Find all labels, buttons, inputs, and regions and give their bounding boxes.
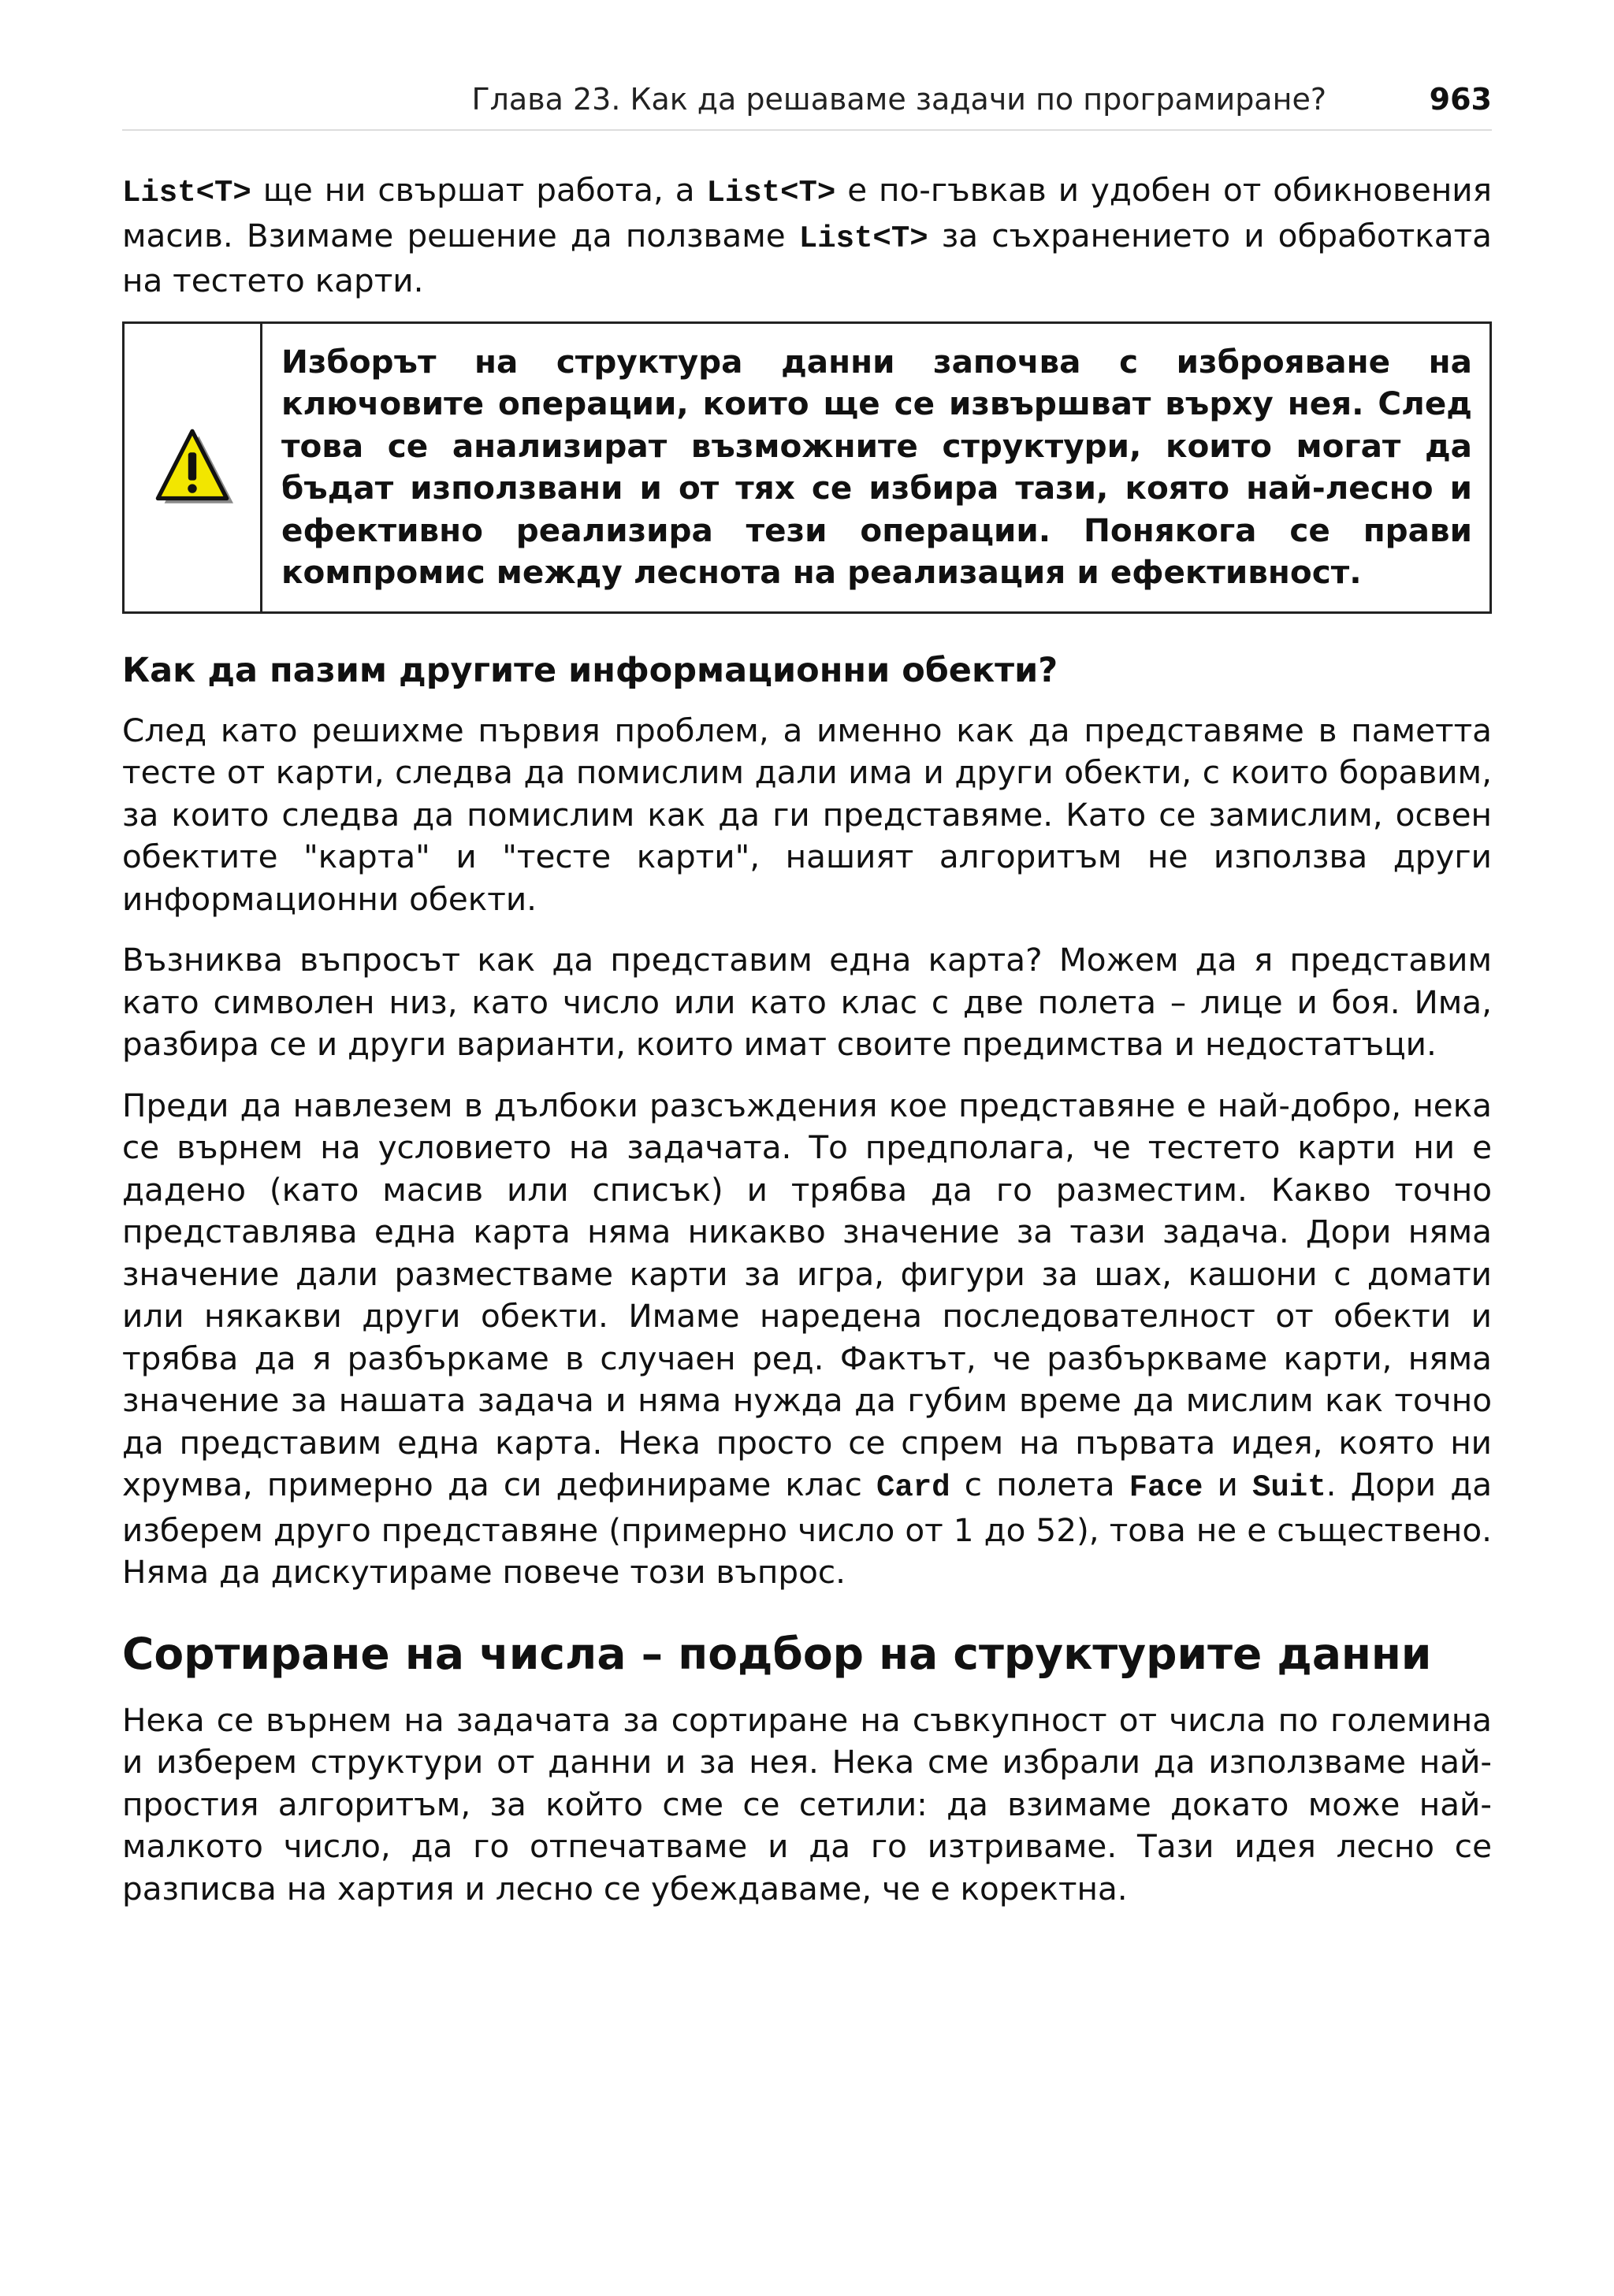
- inline-code: Face: [1129, 1470, 1203, 1505]
- running-title: Глава 23. Как да решаваме задачи по програмиране?: [471, 82, 1326, 117]
- page-number: 963: [1429, 82, 1492, 117]
- inline-code: Suit: [1251, 1470, 1326, 1505]
- paragraph: Нека се върнем на задачата за сортиране на съвкупност от числа по големина и изберем структури от данни и за нея. Нека сме избрали да използваме най-простия алгоритъм, за който сме се сетили: да взимаме докато може най-малкото число, да го отпечатваме и да го изтриваме. Тази идея лесно се разписва на хартия и лесно се убеждаваме, че е коректна.: [122, 1700, 1492, 1908]
- paragraph: Възниква въпросът как да представим една карта? Можем да я представим като символен низ, като число или като клас с две полета – лице и боя. Има, разбира се и други варианти, които имат своите предимства и недостатъци.: [122, 941, 1492, 1063]
- warning-text: Изборът на структура данни започва с изброяване на ключовите операции, които ще се извършват върху нея. След това се анализират възможните структури, които могат да бъдат използвани и от тях се избира тази, която най-лесно и ефективно реализира тези операции. Понякога се прави компромис между леснота на реализация и ефективност.: [281, 342, 1472, 591]
- text-span: Преди да навлезем в дълбоки разсъждения кое представяне е най-добро, нека се върнем на условието на задачата. То предполага, че тестето карти ни е дадено (като масив или списък) и трябва да го разместим. Какво точно представлява една карта няма никакво значение за тази задача. Дори няма значение дали разместваме карти за игра, фигури за шах, кашони с домати или някакви други обекти. Имаме наредена последователност от обекти и трябва да я разбъркаме в случаен ред. Фактът, че разбъркваме карти, няма значение за нашата задача и няма нужда да губим време да мислим как точно да представим една карта. Нека просто се спрем на първата идея, която ни хрумва, примерно да си дефинираме клас: [122, 1086, 1492, 1503]
- section-heading-objects: Как да пазим другите информационни обекти?: [122, 650, 1058, 690]
- paragraph: След като решихме първия проблем, а именно как да представяме в паметта тесте от карти, следва да помислим дали има и други обекти, с които боравим, за които следва да помислим как да ги представяме. Като се замислим, освен обектите "карта" и "тесте карти", нашият алгоритъм не използва други информационни обекти.: [122, 711, 1492, 918]
- text-span: . Дори да изберем друго представяне (примерно число от 1 до 52), това не е съществено. Няма да дискутираме повече този въпрос.: [122, 1466, 1493, 1591]
- intro-paragraph: [122, 169, 1492, 303]
- warning-icon: [151, 426, 233, 508]
- inline-code: Card: [876, 1470, 950, 1505]
- page-content: [122, 169, 1492, 1929]
- inline-code: List<T>: [122, 176, 251, 210]
- text-span: ще ни свършат работа, а: [251, 171, 707, 209]
- paragraph: [122, 1085, 1492, 1594]
- warning-box: [122, 321, 1492, 614]
- text-span: и: [1203, 1466, 1252, 1503]
- warning-icon-cell: [125, 324, 262, 611]
- running-header: [122, 82, 1492, 131]
- inline-code: List<T>: [706, 176, 836, 210]
- text-span: е по-гъвкав и удобен от обикновения масив. Взимаме решение да ползваме: [122, 171, 1492, 254]
- text-span: за съхранението и обработката на тестето карти.: [122, 216, 1492, 299]
- inline-code: List<T>: [798, 221, 928, 256]
- section-heading-sorting: Сортиране на числа – подбор на структурите данни: [122, 1628, 1432, 1679]
- text-span: с полета: [950, 1466, 1129, 1503]
